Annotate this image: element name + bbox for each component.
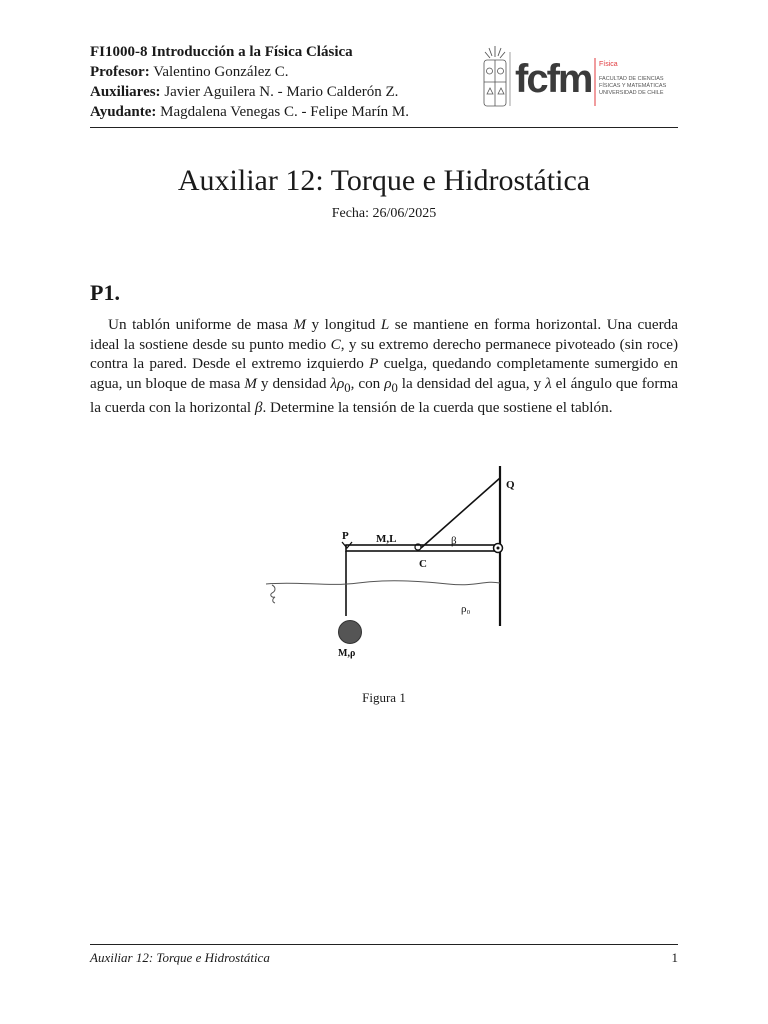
logo-dept: Física <box>599 61 618 68</box>
auxiliares-line: Auxiliares: Javier Aguilera N. - Mario Calderón Z. <box>90 84 399 100</box>
label-rho0: ρ₀ <box>461 603 471 615</box>
logo-line2: FÍSICAS Y MATEMÁTICAS <box>599 83 667 89</box>
label-beta: β <box>451 535 457 547</box>
figure-diagram <box>258 462 526 662</box>
header-divider <box>90 127 678 128</box>
water-surface <box>266 581 500 585</box>
fcfm-wordmark: fcfm <box>515 57 592 101</box>
profesor-line: Profesor: Valentino González C. <box>90 64 289 80</box>
label-c: C <box>419 558 427 570</box>
label-block: M,ρ <box>338 648 356 659</box>
rope <box>421 478 500 548</box>
submerged-block <box>339 621 362 644</box>
document-title: Auxiliar 12: Torque e Hidrostática <box>177 164 591 197</box>
logo-line1: FACULTAD DE CIENCIAS <box>599 76 664 82</box>
page-number: 1 <box>671 950 678 965</box>
label-ml: M,L <box>376 533 397 545</box>
water-swirl-icon <box>271 585 275 603</box>
figure-caption: Figura 1 <box>362 690 406 705</box>
section-heading: P1. <box>90 280 120 305</box>
header-block <box>90 42 409 122</box>
footer-title: Auxiliar 12: Torque e Hidrostática <box>90 950 270 965</box>
label-p: P <box>342 530 349 542</box>
footer-divider <box>90 944 678 945</box>
problem-statement: Un tablón uniforme de masa M y longitud L se mantiene en forma horizontal. Una cuerda ideal la sostiene desde su punto medio C, y su extremo derecho permanece pivoteado (sin roce) contra la pared. Desde el extremo izquierdo P cuelga, quedando completamente sumergido en agua, un bloque de masa M y densidad $\lambda\rho_0$, con $\rho_0$ la densidad del agua, y λ el ángulo que forma la cuerda con la horizontal β. Determine la tensión de la cuerda que sostiene el tablón. <box>90 316 679 417</box>
fcfm-logo <box>478 44 678 110</box>
ayudante-line: Ayudante: Magdalena Venegas C. - Felipe Marín M. <box>90 104 409 120</box>
document-date: Fecha: 26/06/2025 <box>331 206 437 221</box>
course-title: FI1000-8 Introducción a la Física Clásica <box>90 44 353 60</box>
university-seal-icon <box>484 46 510 106</box>
label-q: Q <box>506 479 515 491</box>
logo-line3: UNIVERSIDAD DE CHILE <box>599 90 664 96</box>
